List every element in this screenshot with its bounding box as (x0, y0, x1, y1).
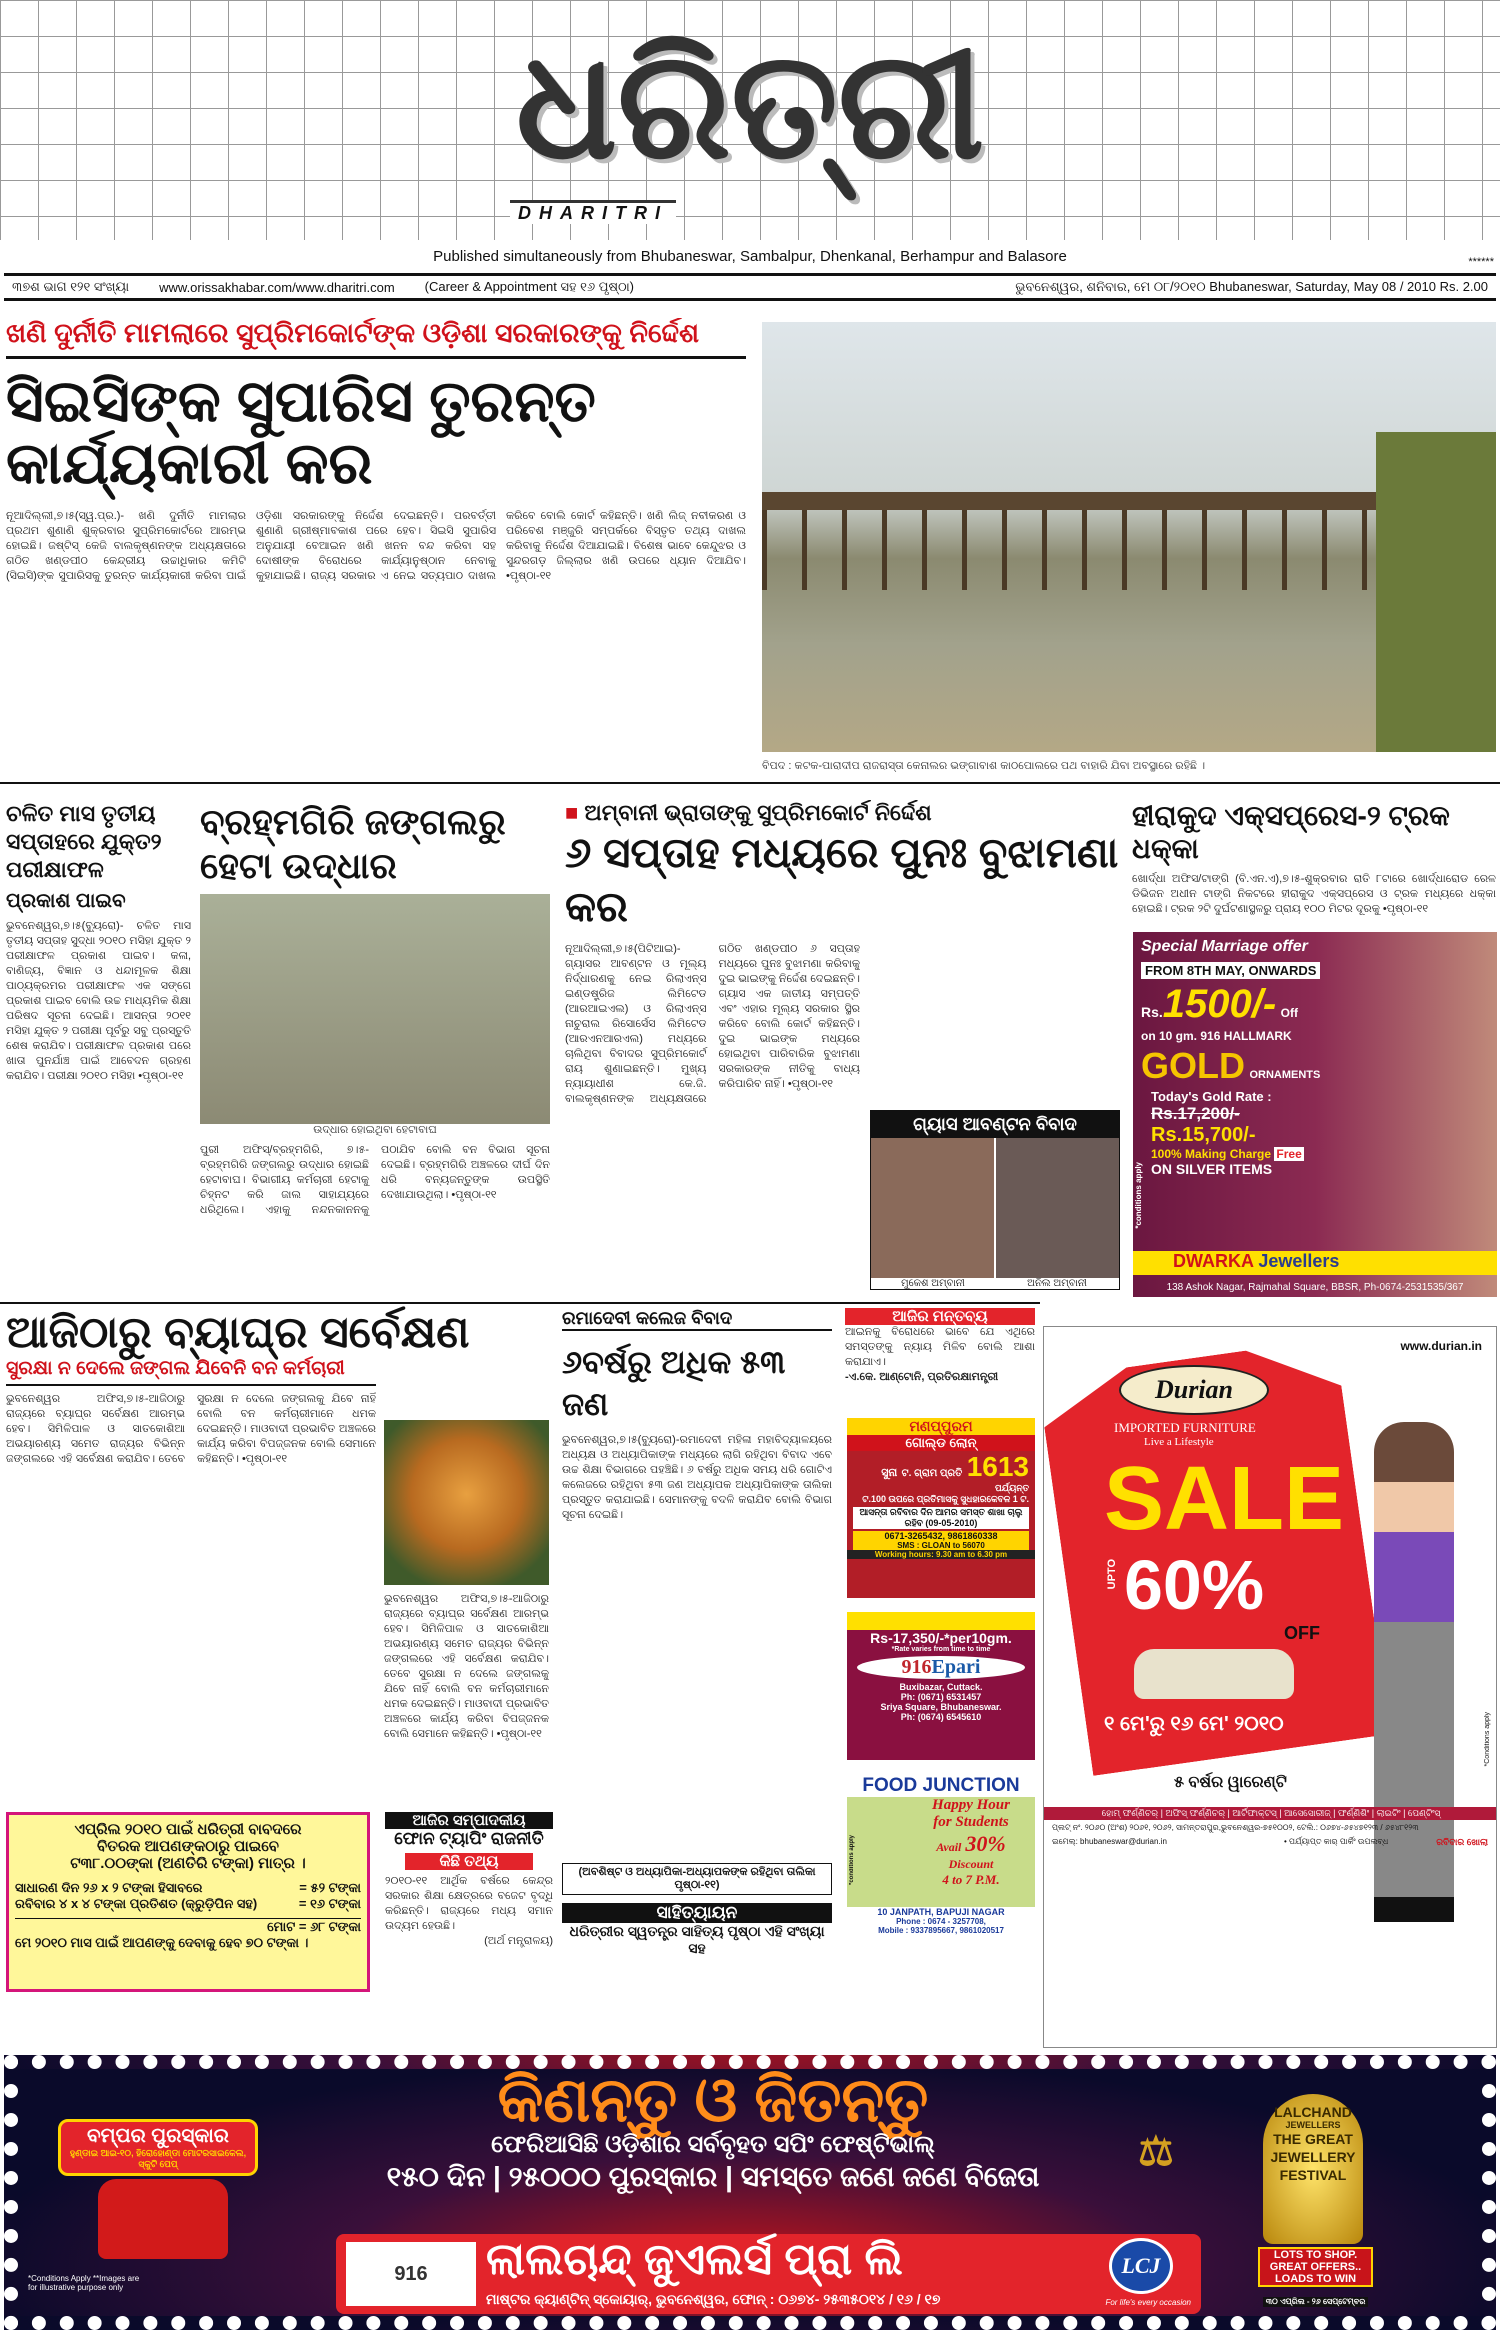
published-line: Published simultaneously from Bhubaneswar, Sambalpur, Dhenkanal, Berhampur and Balasore (433, 248, 1067, 265)
hyena-photo (200, 894, 550, 1124)
brand-bar (336, 2234, 1201, 2314)
tiger-body-cont: ଭୁବନେଶ୍ୱର ଅଫିସ,୭।୫-ଆଜିଠାରୁ ରାଜ୍ୟରେ ବ୍ୟାଘ୍ର ସର୍ବେକ୍ଷଣ ଆରମ୍ଭ ହେବ। ସିମିଳିପାଳ ଓ ସାତକୋଶିଆ ଅଭୟାରଣ୍ୟ ସମେତ ରାଜ୍ୟର ବିଭିନ୍ନ ଜଙ୍ଗଲରେ ଏହି ସର୍ବେକ୍ଷଣ କରାଯିବ। ତେବେ ସୁରକ୍ଷା ନ ଦେଲେ ଜଙ୍ଗଲକୁ ଯିବେ ନାହିଁ ବୋଲି ବନ କର୍ମଚାରୀମାନେ ଧମକ ଦେଇଛନ୍ତି। ମାଓବାଦୀ ପ୍ରଭାବିତ ଅଞ୍ଚଳରେ କାର୍ଯ୍ୟ କରିବା ବିପଜ୍ଜନକ ବୋଲି ସେମାନେ କହିଛନ୍ତି। •ପୃଷ୍ଠା-୧୧ (384, 1593, 549, 1740)
sahitya-title: ସାହିତ୍ୟାୟନ (562, 1903, 832, 1923)
bridge-photo (762, 322, 1496, 752)
durian-sunday: ରବିବାର ଖୋଲା (1436, 1837, 1488, 1847)
banner-line2: ଫେରିଆସିଛି ଓଡ଼ିଶାର ସର୍ବବୃହତ ସପିଂ ଫେଷ୍ଟିଭାଲ୍ (491, 2131, 935, 2158)
lead-headline[interactable]: ସିଇସିଙ୍କ ସୁପାରିସ ତୁରନ୍ତ କାର୍ଯ୍ୟକାରୀ କର (6, 369, 596, 496)
issue-number: ୩୭ଶ ଭାଗ ୧୨୧ ସଂଖ୍ୟା (12, 279, 130, 294)
durian-ad[interactable] (1043, 1326, 1497, 2048)
dwarka-conditions: *conditions apply (1134, 1162, 1143, 1229)
divider (0, 782, 1500, 784)
food-junction-ad[interactable] (847, 1775, 1035, 1955)
sub-row2: ରବିବାର ୪ x ୪ ଟଙ୍କା ପ୍ରତିଶତ (କ୍ରୁଡ଼ିପିନ ସହ) (15, 1896, 258, 1911)
epari-ad[interactable] (847, 1612, 1035, 1760)
website-link[interactable]: www.orissakhabar.com/www.dharitri.com (159, 279, 395, 295)
lalchand-banner[interactable] (4, 2055, 1496, 2330)
quote-title: ଆଜିର ମନ୍ତବ୍ୟ (845, 1308, 1035, 1325)
results-headline[interactable]: ଚଳିତ ମାସ ତୃତୀୟ ସପ୍ତାହରେ ଯୁକ୍ତ୨ ପରୀକ୍ଷାଫଳ (6, 801, 162, 882)
manappuram-phone: 0671-3265432, 9861860338 (853, 1531, 1029, 1541)
car-image (98, 2179, 228, 2259)
mukesh-caption: ମୁକେଶ ଅମ୍ବାନୀ (901, 1278, 965, 1289)
tiger-photo (384, 1420, 549, 1585)
dwarka-brand2: Jewellers (1258, 1251, 1340, 1271)
banner-title: କିଣନ୍ତୁ ଓ ଜିତନ୍ତୁ (497, 2066, 929, 2135)
manappuram-ad[interactable] (847, 1418, 1035, 1598)
sub-total: ମୋଟ = ୬୮ ଟଙ୍କା (15, 1918, 361, 1935)
dwarka-amount: 1500/- (1162, 982, 1277, 1026)
sahitya-sub: ଧରିତ୍ରୀର ସ୍ୱତନ୍ତ୍ର ସାହିତ୍ୟ ପୃଷ୍ଠା ଏହି ସଂଖ୍ୟା ସହ (569, 1923, 825, 1956)
sub-val2: = ୧୬ ଟଙ୍କା (298, 1896, 361, 1911)
dwarka-offer: Special Marriage offer (1141, 938, 1308, 955)
epari-addr1: Buxibazar, Cuttack. (899, 1682, 983, 1692)
lead-story (6, 318, 746, 773)
food-title: FOOD JUNCTION (862, 1775, 1020, 1796)
dwarka-from: FROM 8TH MAY, ONWARDS (1141, 962, 1320, 979)
logo-text: ଧରିତ୍ରୀ (515, 17, 985, 193)
upto: ପର୍ଯ୍ୟନ୍ତ (994, 1483, 1029, 1493)
lead-body: ନୂଆଦିଲ୍ଲୀ,୭।୫(ସ୍ୱ.ପ୍ର.)- ଖଣି ଦୁର୍ନୀତି ମାମଲାର ପ୍ରଥମ ଶୁଣାଣି ଶୁକ୍ରବାର ସୁପ୍ରିମକୋର୍ଟରେ ଆରମ୍ଭ ହୋଇଛି। ଜଷ୍ଟିସ୍ କେଜି ବାଲକୃଷ୍ଣନଙ୍କ ଅଧ୍ୟକ୍ଷତାରେ ଗଠିତ ଖଣ୍ଡପୀଠ କେନ୍ଦ୍ରୀୟ ଉଚ୍ଚାଧିକାର କମିଟି (ସିଇସି)ଙ୍କ ସୁପାରିସକୁ ତୁରନ୍ତ କାର୍ଯ୍ୟକାରୀ କରିବା ପାଇଁ ଓଡ଼ିଶା ସରକାରଙ୍କୁ ନିର୍ଦ୍ଦେଶ ଦେଇଛନ୍ତି। ପରବର୍ତ୍ତୀ ଶୁଣାଣି ଗ୍ରୀଷ୍ମାବକାଶ ପରେ ହେବ। ସିଇସି ସୁପାରିସ ଅନୁଯାୟୀ ବେଆଇନ ଖଣି ଖନନ ବନ୍ଦ କରିବା ସହ ଦୋଷୀଙ୍କ ବିରୋଧରେ କାର୍ଯ୍ୟାନୁଷ୍ଠାନ ନେବାକୁ କୁହାଯାଇଛି। ରାଜ୍ୟ ସରକାର ଏ ନେଇ ସତ୍ୟପାଠ ଦାଖଲ କରିବେ ବୋଲି କୋର୍ଟ କହିଛନ୍ତି। ଖଣି ଲିଜ୍ ନବୀକରଣ ଓ ପରିବେଶ ମଞ୍ଜୁରି ସମ୍ପର୍କରେ ବିସ୍ତୃତ ତଥ୍ୟ ଦାଖଲ କରିବାକୁ ନିର୍ଦ୍ଦେଶ ଦିଆଯାଇଛି। ବିଶେଷ ଭାବେ କେନ୍ଦୁଝର ଓ ସୁନ୍ଦରଗଡ଼ ଜିଲ୍ଲାର ଖଣି ଉପରେ ଧ୍ୟାନ ଦିଆଯିବ। •ପୃଷ୍ଠା-୧୧ (6, 510, 746, 582)
hyena-headline[interactable]: ବ୍ରହ୍ମଗିରି ଜଙ୍ଗଲରୁ ହେଟା ଉଦ୍ଧାର (200, 801, 506, 886)
hyena-story (200, 800, 550, 1290)
hirakud-story (1132, 800, 1496, 926)
hirakud-headline[interactable]: ହୀରାକୁଦ ଏକ୍ସପ୍ରେସ-୨ ଟ୍ରକ ଧକ୍କା (1132, 800, 1450, 864)
fest-tagline: LOTS TO SHOP. GREAT OFFERS.. LOADS TO WIN (1258, 2247, 1373, 2287)
manappuram-rate: 1613 (966, 1451, 1029, 1482)
ambani-kicker: ଅମ୍ବାନୀ ଭ୍ରାତାଙ୍କୁ ସୁପ୍ରିମକୋର୍ଟ ନିର୍ଦ୍ଦେଶ (584, 800, 932, 825)
sub-may: ମେ ୨୦୧୦ ମାସ ପାଇଁ ଆପଣଙ୍କୁ ଦେବାକୁ ହେବ ୭୦ ଟଙ୍କା । (15, 1935, 309, 1950)
bumper-title: ବମ୍ପର ପୁରସ୍କାର (87, 2125, 229, 2147)
durian-web[interactable]: www.durian.in (1400, 1339, 1482, 1353)
info-strip (4, 273, 1496, 301)
making-charge: 100% Making Charge (1151, 1147, 1272, 1161)
food-conditions: *conditions apply (849, 1835, 855, 1886)
scale-icon: ⚖ (1138, 2130, 1174, 2174)
quote-body: ଆଇନକୁ ବିରୋଧରେ ଭାବେ ଯେ ଏଥିରେ ସମସ୍ତଙ୍କୁ ନ୍ୟାୟ ମିଳିବ ବୋଲି ଆଶା କରାଯାଏ। (845, 1326, 1035, 1368)
sub-line2: ବିତରକ ଆପଣଙ୍କଠାରୁ ପାଇବେ (97, 1838, 279, 1855)
lalchand-address: ମାଷ୍ଟର କ୍ୟାଣ୍ଟିନ୍ ସ୍କୋୟାର୍, ଭୁବନେଶ୍ୱର, ଫୋନ୍ : ୦୬୭୪- ୨୫୩୫୦୧୪ / ୧୬ / ୧୭ (486, 2291, 941, 2307)
ramadevi-kicker: ରମାଦେବୀ କଲେଜ ବିବାଦ (562, 1308, 832, 1331)
lalchand-brand: ଲାଲଚାନ୍ଦ୍ ଜୁଏଲର୍ସ ପ୍ରା ଲି (486, 2235, 903, 2284)
logo-latin: DHARITRI (510, 200, 676, 224)
warranty: ୫ ବର୍ଷର ୱାରେଣ୍ଟି (1174, 1774, 1287, 1791)
suna: ସୁନା (881, 1467, 898, 1479)
banner-conditions: *Conditions Apply **Images are for illustrative purpose only (28, 2274, 140, 2292)
manappuram-sms: SMS : GLOAN to 56070 (853, 1541, 1029, 1550)
tiger-sub: ସୁରକ୍ଷା ନ ଦେଲେ ଜଙ୍ଗଲ ଯିବେନି ବନ କର୍ମଚାରୀ (6, 1358, 376, 1386)
silver-items: ON SILVER ITEMS (1151, 1161, 1273, 1177)
food-phone: Phone : 0674 - 3257708, (896, 1917, 986, 1926)
free-label: Free (1276, 1147, 1302, 1161)
anil-photo (996, 1138, 1119, 1278)
dwarka-hallmark: on 10 gm. 916 HALLMARK (1141, 1029, 1292, 1043)
logo[interactable] (480, 17, 1020, 230)
subscription-box (6, 1812, 370, 1992)
epari-title: 22ct. Gold Rate (900, 1613, 982, 1625)
dwarka-ad[interactable] (1133, 932, 1497, 1297)
tathya-body: ୨୦୧୦-୧୧ ଆର୍ଥିକ ବର୍ଷରେ କେନ୍ଦ୍ର ସରକାର ଶିକ୍ଷା କ୍ଷେତ୍ରରେ ବଜେଟ ବୃଦ୍ଧି କରିଛନ୍ତି। ରାଜ୍ୟରେ ମଧ୍ୟ ସମାନ ଉଦ୍ୟମ ହେଉଛି। (385, 1875, 553, 1932)
epari-addr2: Sriya Square, Bhubaneswar. (880, 1702, 1002, 1712)
sale-dates: ୧ ମେ'ରୁ ୧୬ ମେ' ୨୦୧୦ (1104, 1713, 1284, 1735)
old-rate: Rs.17,200/- (1151, 1104, 1240, 1123)
gas-box (870, 1110, 1120, 1290)
gas-box-title: ଗ୍ୟାସ ଆବଣ୍ଟନ ବିବାଦ (871, 1111, 1119, 1138)
results-story (6, 800, 191, 1290)
lcj-tagline: For life's every occasion (1105, 2298, 1191, 2307)
dwarka-address: 138 Ashok Nagar, Rajmahal Square, BBSR, Ph-0674-2531535/367 (1166, 1282, 1464, 1293)
ambani-headline[interactable]: ୬ ସପ୍ତାହ ମଧ୍ୟରେ ପୁନଃ ବୁଝାମଣା କର (565, 829, 1119, 930)
tiger-headline[interactable]: ଆଜିଠାରୁ ବ୍ୟାଘ୍ର ସର୍ବେକ୍ଷଣ (6, 1308, 470, 1357)
sub-line3: ଟ୩୮.୦୦ଙ୍କା (ଅଣତିରି ଟଙ୍କା) ମାତ୍ର । (70, 1855, 306, 1872)
per-gram: ଟ. ଗ୍ରାମ ପ୍ରତି (901, 1468, 963, 1479)
durian-parking: • ପର୍ଯ୍ୟାପ୍ତ କାର୍ ପାର୍କିଂ ଉପଲବ୍ଧ (1284, 1837, 1389, 1846)
hallmark-logo: 916 (346, 2242, 476, 2306)
kichhi-tathya: କିଛି ତଥ୍ୟ (405, 1853, 533, 1870)
epari-ph1: Ph: (0671) 6531457 (900, 1692, 982, 1702)
quote-author: -ଏ.କେ. ଆଣ୍ଟୋନି, ପ୍ରତିରକ୍ଷାମନ୍ତ୍ରୀ (845, 1371, 999, 1383)
bumper-sub: ହୁଣ୍ଡାଇ ଆଇ-୧୦, ହିରୋହୋଣ୍ଡା ମୋଟରସାଇକେଲ, ସ୍କୁଟି ପେପ୍ (69, 2148, 247, 2169)
epari-brand: Epari (931, 1656, 981, 1678)
sunday-note: ଆସନ୍ତା ରବିବାର ଦିନ ଆମର ସମସ୍ତ ଶାଖା ଚାଲୁ ରହିବ (09-05-2010) (853, 1507, 1029, 1529)
ramadevi-note: (ଅବଶିଷ୍ଟ ଓ ଅଧ୍ୟାପିକା-ଅଧ୍ୟାପକଙ୍କ ରହିଥିବା ତାଲିକା ପୃଷ୍ଠା-୧୧) (562, 1863, 832, 1895)
ornaments-label: ORNAMENTS (1249, 1069, 1321, 1081)
trees (1376, 432, 1496, 752)
working-hours: Working hours: 9.30 am to 6.30 pm (847, 1550, 1035, 1559)
epari-varies: *Rate varies from time to time (891, 1646, 991, 1653)
for-students: for Students (933, 1814, 1009, 1830)
food-addr: 10 JANPATH, BAPUJI NAGAR (877, 1907, 1005, 1917)
divider (0, 1302, 1040, 1304)
sub-line1: ଏପ୍ରିଲ ୨୦୧୦ ପାଇଁ ଧରିତ୍ରୀ ବାବଦରେ (74, 1821, 302, 1838)
durian-tag1: IMPORTED FURNITURE (1114, 1420, 1256, 1435)
epari-ph2: Ph: (0674) 6545610 (900, 1712, 982, 1722)
hyena-caption: ଉଦ୍ଧାର ହୋଇଥିବା ହେଟାବାଘ (313, 1124, 437, 1136)
fest-lalchand: LALCHAND (1274, 2104, 1352, 2120)
off-label: OFF (1284, 1623, 1320, 1643)
edition-stars: ****** (1468, 256, 1494, 268)
dwarka-brand: DWARKA (1173, 1251, 1254, 1271)
fest-jewellers: JEWELLERS (1285, 2120, 1341, 2130)
durian-conditions: *Conditions apply (1484, 1712, 1491, 1767)
results-sub: ପ୍ରକାଶ ପାଇବ (6, 890, 126, 912)
hirakud-body: ଖୋର୍ଦ୍ଧା ଅଫିସ/ଟାଙ୍ଗି (ବି.ଏନ.ଏ),୭।୫-ଶୁକ୍ରବାର ରାତି ୮ଟାରେ ଖୋର୍ଦ୍ଧାରୋଡ ରେଳ ଡିଭିଜନ ଅଧୀନ ଟାଙ୍ଗି ନିକଟରେ ହୀରାକୁଦ ଏକ୍ସପ୍ରେସ ଓ ଟ୍ରକ ମଧ୍ୟରେ ଧକ୍କା ହୋଇଛି। ଟ୍ରକ ୨ଟି ଦୁର୍ଘଟଣାସ୍ଥଳରୁ ପ୍ରାୟ ୧୦୦ ମିଟର ଦୂରକୁ •ପୃଷ୍ଠା-୧୧ (1132, 873, 1496, 915)
gold-label: GOLD (1141, 1045, 1245, 1086)
sub-val1: = ୫୨ ଟଙ୍କା (299, 1880, 361, 1895)
ramadevi-story (562, 1308, 832, 1957)
tiger-body: ଭୁବନେଶ୍ୱର ଅଫିସ,୭।୫-ଆଜିଠାରୁ ରାଜ୍ୟରେ ବ୍ୟାଘ୍ର ସର୍ବେକ୍ଷଣ ଆରମ୍ଭ ହେବ। ସିମିଳିପାଳ ଓ ସାତକୋଶିଆ ଅଭୟାରଣ୍ୟ ସମେତ ରାଜ୍ୟର ବିଭିନ୍ନ ଜଙ୍ଗଲରେ ଏହି ସର୍ବେକ୍ଷଣ କରାଯିବ। ତେବେ ସୁରକ୍ଷା ନ ଦେଲେ ଜଙ୍ଗଲକୁ ଯିବେ ନାହିଁ ବୋଲି ବନ କର୍ମଚାରୀମାନେ ଧମକ ଦେଇଛନ୍ତି। ମାଓବାଦୀ ପ୍ରଭାବିତ ଅଞ୍ଚଳରେ କାର୍ଯ୍ୟ କରିବା ବିପଜ୍ଜନକ ବୋଲି ସେମାନେ କହିଛନ୍ତି। •ପୃଷ୍ଠା-୧୧ (6, 1393, 376, 1465)
results-body: ଭୁବନେଶ୍ୱର,୭।୫(ବ୍ୟୁରୋ)- ଚଳିତ ମାସ ତୃତୀୟ ସପ୍ତାହ ସୁଦ୍ଧା ୨୦୧୦ ମସିହା ଯୁକ୍ତ ୨ ପରୀକ୍ଷାଫଳ ପ୍ରକାଶ ପାଇବ। କଳା, ବାଣିଜ୍ୟ, ବିଜ୍ଞାନ ଓ ଧନ୍ଦାମୂଳକ ଶିକ୍ଷା ପାଠ୍ୟକ୍ରମର ପରୀକ୍ଷାଫଳ ଏକ ସଙ୍ଗେ ପ୍ରକାଶ ପାଇବ ବୋଲି ଉଚ୍ଚ ମାଧ୍ୟମିକ ଶିକ୍ଷା ପରିଷଦ ସୂଚନା ଦେଇଛି। ଆସନ୍ତା ୨୦୧୧ ମସିହା ଯୁକ୍ତ ୨ ପରୀକ୍ଷା ପୂର୍ବରୁ ସବୁ ପ୍ରସ୍ତୁତି ଶେଷ କରାଯିବ। ପରୀକ୍ଷାଫଳ ପ୍ରକାଶ ପରେ ଖାତା ପୁନର୍ଯାଞ୍ଚ ପାଇଁ ଆବେଦନ ଗ୍ରହଣ କରାଯିବ। ପରୀକ୍ଷା ୨୦୧୦ ମସିହା •ପୃଷ୍ଠା-୧୧ (6, 920, 191, 1082)
food-mobile: Mobile : 9337895667, 9861020517 (878, 1926, 1004, 1935)
mukesh-photo (871, 1138, 994, 1278)
durian-categories: ହୋମ୍ ଫର୍ଣ୍ଣିଚର୍ | ଅଫିସ୍ ଫର୍ଣ୍ଣିଚର୍ | ଆର୍ଟିଫାକ୍ଟସ୍ | ଆସେସୋରୀଜ୍ | ଫର୍ଣ୍ଣିଶିଂ | ଲାଇଟିଂ | ପେଣ୍ଟିଂସ୍ (1044, 1807, 1497, 1820)
ramadevi-headline[interactable]: ୬ବର୍ଷରୁ ଅଧିକ ୫୩ ଜଣ (562, 1344, 786, 1422)
durian-logo: Durian (1119, 1365, 1269, 1415)
hyena-body: ପୁରୀ ଅଫିସ୍/ବ୍ରହ୍ମଗିରି, ୭।୫- ବ୍ରହ୍ମଗିରି ଜଙ୍ଗଲରୁ ଉଦ୍ଧାର ହୋଇଛି ହେଟାବାଘ। ବିଭାଗୀୟ କର୍ମଚାରୀ ହେଟାକୁ ଚିହ୍ନଟ କରି ଜାଲ ସାହାଯ୍ୟରେ ଧରିଥିଲେ। ଏହାକୁ ନନ୍ଦନକାନନକୁ ପଠାଯିବ ବୋଲି ବନ ବିଭାଗ ସୂଚନା ଦେଇଛି। ବ୍ରହ୍ମଗିରି ଅଞ୍ଚଳରେ ଦୀର୍ଘ ଦିନ ଧରି ବନ୍ୟଜନ୍ତୁଙ୍କ ଉପସ୍ଥିତି ଦେଖାଯାଉଥିଲା। •ପୃଷ୍ଠା-୧୧ (200, 1144, 550, 1216)
tathya-source: (ଅର୍ଥ ମନ୍ତ୍ରାଳୟ) (484, 1935, 553, 1947)
sofa-image (1134, 1649, 1294, 1699)
banner-line3: ୧୫୦ ଦିନ | ୨୫୦୦୦ ପୁରସ୍କାର | ସମସ୍ତେ ଜଣେ ଜଣେ ବିଜେତା (386, 2161, 1040, 2192)
avail: Avail (936, 1840, 962, 1854)
quote-box (845, 1308, 1035, 1414)
ambani-body: ନୂଆଦିଲ୍ଲୀ,୭।୫(ପିଟିଆଇ)-ଗ୍ୟାସର ଆବଣ୍ଟନ ଓ ମୂଲ୍ୟ ନିର୍ଦ୍ଧାରଣକୁ ନେଇ ରିଲାଏନ୍ସ ଇଣ୍ଡଷ୍ଟ୍ରିଜ ଲିମିଟେଡ (ଆରଆଇଏଲ) ଓ ରିଲାଏନ୍ସ ନାଚୁରାଲ ରିସୋର୍ସେସ ଲିମିଟେଡ (ଆରଏନଆରଏଲ) ମଧ୍ୟରେ ଚାଲିଥିବା ବିବାଦର ସୁପ୍ରିମକୋର୍ଟ ରାୟ ଶୁଣାଇଛନ୍ତି। ମୁଖ୍ୟ ନ୍ୟାୟାଧୀଶ କେ.ଜି. ବାଲକୃଷ୍ଣନଙ୍କ ଅଧ୍ୟକ୍ଷତାରେ ଗଠିତ ଖଣ୍ଡପୀଠ ୬ ସପ୍ତାହ ମଧ୍ୟରେ ପୁନଃ ବୁଝାମଣା କରିବାକୁ ଦୁଇ ଭାଇଙ୍କୁ ନିର୍ଦ୍ଦେଶ ଦେଇଛନ୍ତି। ଗ୍ୟାସ ଏକ ଜାତୀୟ ସମ୍ପତ୍ତି ଏବଂ ଏହାର ମୂଲ୍ୟ ସରକାର ସ୍ଥିର କରିବେ ବୋଲି କୋର୍ଟ କହିଛନ୍ତି। ଦୁଇ ଭାଇଙ୍କ ମଧ୍ୟରେ ହୋଇଥିବା ପାରିବାରିକ ବୁଝାମଣା ସରକାରଙ୍କ ନୀତିକୁ ବାଧ୍ୟ କରିପାରିବ ନାହିଁ। •ପୃଷ୍ଠା-୧୧ (565, 943, 860, 1105)
new-rate: Rs.15,700/- (1151, 1124, 1256, 1146)
off-label: Off (1280, 1006, 1298, 1020)
durian-address: ପ୍ଲଟ୍ ନଂ. ୨୦୬୦ (ଅଂଶ) ୨୦୬୧, ୨୦୬୨, ସାମନ୍ତରାପୁର,ଭୁବନେଶ୍ୱର-୭୫୧୦୦୨, ଟେଲି.: ୦୬୭୪-୬୫୪୭୧୨୩ / ୬୫୪୮୧୨୩ (1052, 1823, 1419, 1832)
durian-email[interactable]: ଇମେଲ୍: bhubaneswar@durian.in (1052, 1837, 1167, 1846)
ramadevi-body: ଭୁବନେଶ୍ୱର,୭।୫(ବ୍ୟୁରୋ)-ରମାଦେବୀ ମହିଳା ମହାବିଦ୍ୟାଳୟରେ ଅଧ୍ୟକ୍ଷ ଓ ଅଧ୍ୟାପିକାଙ୍କ ମଧ୍ୟରେ ଲାଗି ରହିଥିବା ବିବାଦ ଏବେ ଉଚ୍ଚ ଶିକ୍ଷା ବିଭାଗରେ ପହଞ୍ଚିଛି। ୬ ବର୍ଷରୁ ଅଧିକ ସମୟ ଧରି ଗୋଟିଏ କଲେଜରେ ରହିଥିବା ୫୩ ଜଣ ଅଧ୍ୟାପକ ଅଧ୍ୟାପିକାଙ୍କ ତାଲିକା ପ୍ରସ୍ତୁତ କରାଯାଇଛି। ସେମାନଙ୍କୁ ବଦଳି କରାଯିବ ବୋଲି ବିଭାଗ ସୂଚନା ଦେଇଛି। (562, 1434, 832, 1521)
discount-pct: 60% (1124, 1546, 1265, 1624)
bullet-icon: ■ (565, 800, 585, 825)
happy-hour: Happy Hour (932, 1797, 1010, 1813)
rate-label: Today's Gold Rate : (1151, 1089, 1272, 1104)
ambani-story (565, 800, 1120, 1290)
photo-caption: ବିପଦ : କଟକ-ପାରାଦୀପ ରାଜରାସ୍ତା କେନାଲର ଭଙ୍ଗାବାଶ କାଠପୋଲରେ ପଥ ବାହାରି ଯିବା ଅବସ୍ଥାରେ ରହିଛି । (762, 760, 1206, 772)
discount-label: Discount (948, 1857, 994, 1871)
career-note: (Career & Appointment ସହ ୧୬ ପୃଷ୍ଠା) (424, 279, 635, 294)
rs-label: Rs. (1141, 1004, 1163, 1020)
editorial-sub[interactable]: ଫୋନ ଟ୍ୟାପିଂ ରାଜନୀତି (394, 1829, 544, 1848)
sale-label: SALE (1104, 1449, 1345, 1549)
anil-caption: ଅନିଲ ଅମ୍ବାନୀ (1027, 1278, 1087, 1289)
epari-rate: Rs-17,350/-*per10gm. (870, 1630, 1012, 1646)
interest-note: ଟ.100 ଉପରେ ପ୍ରତିମାସକୁ ସୁଧହାରକେବଳ 1 ଟ. (862, 1494, 1029, 1504)
sub-row1: ସାଧାରଣ ଦିନ ୨୬ x ୨ ଟଙ୍କା ହିସାବରେ (15, 1880, 203, 1895)
food-discount-pct: 30% (965, 1831, 1006, 1856)
food-time: 4 to 7 P.M. (942, 1872, 1000, 1887)
manappuram-title: ମଣପ୍ପୁରମ (847, 1418, 1035, 1435)
durian-tag2: Live a Lifestyle (1144, 1436, 1214, 1448)
epari-916: 916 (901, 1656, 932, 1678)
manappuram-sub: ଗୋଲ୍ଡ ଲୋନ୍ (847, 1435, 1035, 1451)
editorial-column (385, 1812, 553, 1949)
editorial-title: ଆଜିର ସମ୍ପାଦକୀୟ (385, 1812, 553, 1829)
fest-dates: ୩୦ ଏପ୍ରିଲ - ୨୬ ସେପ୍ଟେମ୍ବର (1263, 2297, 1368, 2307)
upto-label: UPTO (1106, 1559, 1118, 1590)
fest-title: THE GREAT JEWELLERY FESTIVAL (1270, 2131, 1356, 2183)
lead-kicker: ଖଣି ଦୁର୍ନୀତି ମାମଲାରେ ସୁପ୍ରିମକୋର୍ଟଙ୍କ ଓଡ଼ିଶା ସରକାରଙ୍କୁ ନିର୍ଦ୍ଦେଶ (6, 318, 746, 359)
lcj-logo: LCJ (1109, 2238, 1173, 2294)
date-price: ଭୁବନେଶ୍ୱର, ଶନିବାର, ମେ ୦୮/୨୦୧୦ Bhubaneswar, Saturday, May 08 / 2010 Rs. 2.00 (1015, 279, 1488, 294)
